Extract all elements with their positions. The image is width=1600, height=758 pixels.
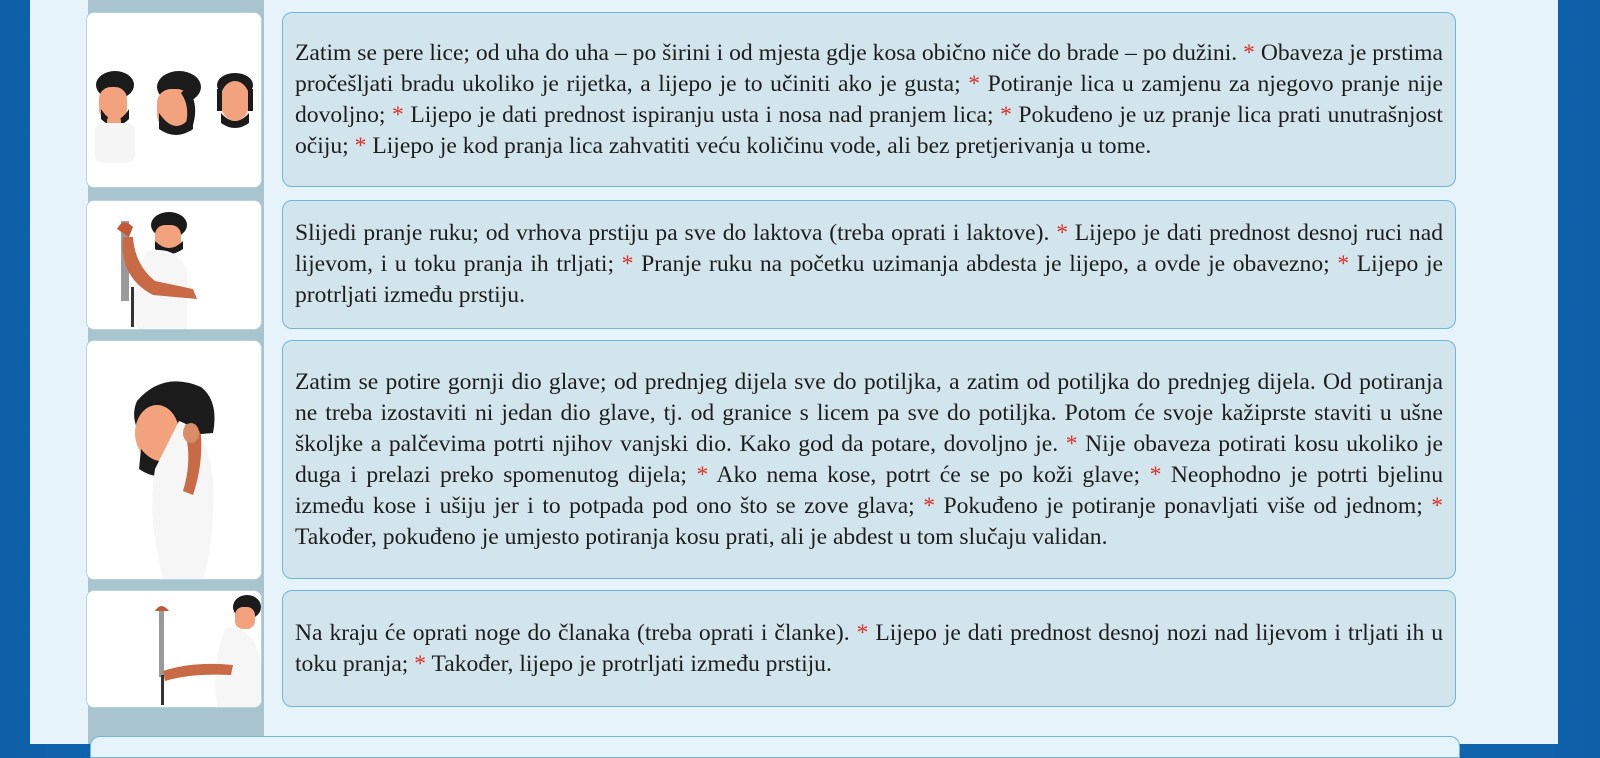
- face-washing-illustration: [86, 12, 262, 188]
- step-text-segment: Zatim se potire gornji dio glave; od prednjeg dijela sve do potiljka, a zatim od potiljka do prednjeg dijela. Od potiranja ne treba izostaviti ni jedan dio glave, tj. od granice s licem pa sve do potiljka. Potom će svoje kažiprste staviti u ušne školjke a palčevima potrti njihov vanjski dio. Kako god da potare, dovoljno je.: [295, 368, 1443, 457]
- note-asterisk: *: [354, 132, 367, 159]
- step-text-segment: Neophodno je potrti bjelinu između kose i ušiju jer i to potpada pod ono što se zove glava;: [295, 461, 1444, 519]
- note-asterisk: *: [1000, 101, 1012, 128]
- note-asterisk: *: [856, 619, 869, 646]
- head-wiping-icon: [87, 341, 261, 579]
- step-text-segment: Lijepo je protrljati između prstiju.: [295, 251, 1444, 308]
- step-text-segment: Također, lijepo je protrljati između prstiju.: [426, 650, 832, 677]
- note-asterisk: *: [414, 650, 427, 677]
- arm-washing-icon: [87, 201, 261, 329]
- step-text-segment: Lijepo je dati prednost desnoj ruci nad lijevom, i u toku pranja ih trljati;: [295, 220, 1444, 277]
- step-text-segment: Obaveza je prstima pročešljati bradu ukoliko je rijetka, a lijepo je to učiniti ako je gusta;: [295, 39, 1444, 97]
- step-text-segment: Pokuđeno je uz pranje lica prati unutrašnjost očiju;: [295, 101, 1443, 159]
- note-asterisk: *: [392, 101, 404, 128]
- note-asterisk: *: [968, 70, 981, 97]
- head-wiping-illustration: [86, 340, 262, 580]
- step-text-segment: Lijepo je kod pranja lica zahvatiti veću količinu vode, ali bez pretjerivanja u tome.: [366, 132, 1152, 159]
- step-text-segment: Slijedi pranje ruku; od vrhova prstiju pa sve do laktova (treba oprati i laktove).: [295, 220, 1057, 246]
- note-asterisk: *: [1243, 39, 1255, 66]
- step-text-segment: Lijepo je dati prednost ispiranju usta i nosa nad pranjem lica;: [403, 101, 1001, 128]
- note-asterisk: *: [923, 492, 935, 519]
- step-card-face: [282, 12, 1456, 187]
- foot-washing-icon: [87, 591, 261, 707]
- step-text-arms: [295, 218, 1443, 311]
- note-asterisk: *: [1149, 461, 1162, 488]
- step-text-face: [295, 38, 1443, 162]
- step-text-segment: Nije obaveza potirati kosu ukoliko je duga i prelazi preko spomenutog dijela;: [295, 430, 1443, 488]
- step-text-segment: Na kraju će oprati noge do članaka (treba oprati i članke).: [295, 619, 857, 646]
- note-asterisk: *: [1431, 492, 1444, 519]
- note-asterisk: *: [1056, 220, 1068, 246]
- next-step-card: [90, 736, 1460, 758]
- note-asterisk: *: [1337, 251, 1350, 277]
- step-text-segment: Potiranje lica u zamjenu za njegovo pranje nije dovoljno;: [295, 70, 1443, 128]
- step-card-feet: [282, 590, 1456, 707]
- step-text-segment: Pokuđeno je potiranje ponavljati više od jednom;: [935, 492, 1432, 519]
- note-asterisk: *: [696, 461, 709, 488]
- note-asterisk: *: [621, 251, 634, 277]
- step-text-feet: [295, 618, 1443, 680]
- step-text-segment: Također, pokuđeno je umjesto potiranja kosu prati, ali je abdest u tom slučaju validan.: [295, 523, 1108, 550]
- foot-washing-illustration: [86, 590, 262, 708]
- step-text-head: [295, 367, 1443, 553]
- step-text-segment: Ako nema kose, potrt će se po koži glave;: [708, 461, 1150, 488]
- step-card-arms: [282, 200, 1456, 329]
- step-text-segment: Zatim se pere lice; od uha do uha – po širini i od mjesta gdje kosa obično niče do brade – po dužini.: [295, 39, 1244, 66]
- face-washing-icon: [87, 13, 261, 187]
- step-card-head: [282, 340, 1456, 579]
- step-text-segment: Pranje ruku na početku uzimanja abdesta je lijepo, a ovde je obavezno;: [633, 251, 1338, 277]
- note-asterisk: *: [1065, 430, 1078, 457]
- step-text-segment: Lijepo je dati prednost desnoj nozi nad lijevom i trljati ih u toku pranja;: [295, 619, 1443, 677]
- arm-washing-illustration: [86, 200, 262, 330]
